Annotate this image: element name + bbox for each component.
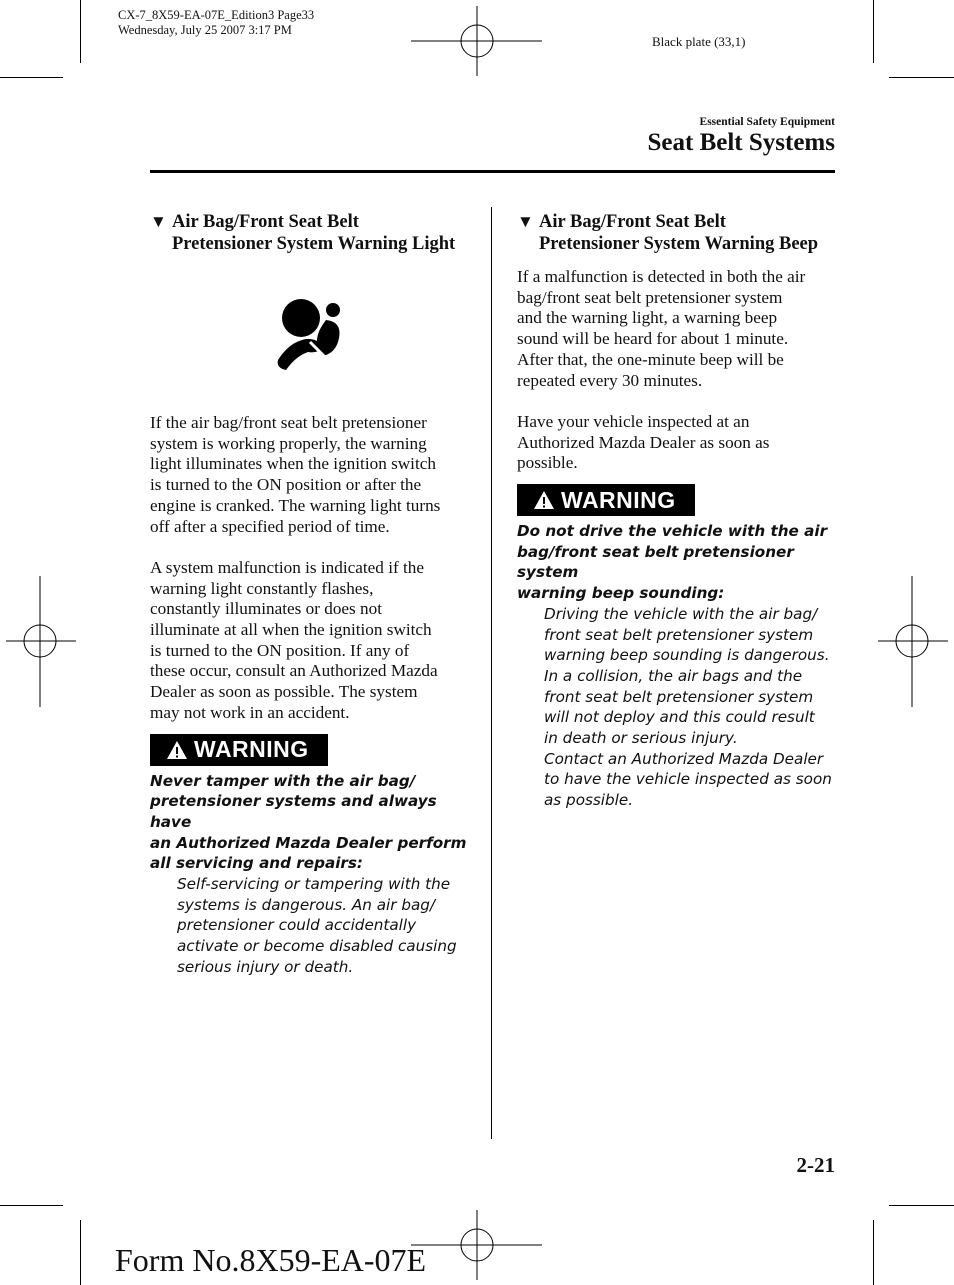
column-divider: [491, 207, 492, 1139]
left-paragraph-1: If the air bag/front seat belt pretensioner system is working properly, the warning light illuminates when the ignition switch is turned to the ON position or after the engine is cranked. The warning light turns off after a specified period of time.: [150, 413, 441, 536]
registration-mark-bottom: [411, 1210, 542, 1280]
page-number: 2-21: [796, 1153, 835, 1177]
left-warning-body: Self-servicing or tampering with the systems is dangerous. An air bag/ pretensioner could accidentally activate or become disabled causing serious injury or death.: [177, 875, 457, 976]
registration-mark-right: [878, 576, 948, 707]
heading-marker-icon: ▼: [517, 212, 534, 231]
warning-triangle-icon: [533, 490, 555, 510]
section-name: Essential Safety Equipment: [699, 116, 835, 128]
right-column: [517, 211, 837, 811]
registration-mark-left: [6, 576, 76, 707]
left-paragraph-2: A system malfunction is indicated if the warning light constantly flashes, constantly illuminates or does not illuminate at all when the ignition switch is turned to the ON position. If any of these occur, consult an Authorized Mazda Dealer as soon as possible. The system may not work in an accident.: [150, 557, 438, 722]
registration-mark-top: [411, 6, 542, 76]
date-line: Wednesday, July 25 2007 3:17 PM: [118, 23, 292, 37]
title-rule: [150, 170, 835, 173]
form-number: Form No.8X59-EA-07E: [115, 1242, 427, 1278]
left-heading: [150, 211, 470, 255]
right-warning-bold: Do not drive the vehicle with the air bag/front seat belt pretensioner system warning beep sounding:: [517, 522, 828, 603]
print-job-info: [118, 8, 314, 38]
left-warning-badge: [150, 734, 328, 766]
page-title: Seat Belt Systems: [647, 129, 835, 156]
airbag-warning-light-icon: [150, 298, 470, 375]
left-heading-text: Air Bag/Front Seat Belt Pretensioner System Warning Light: [172, 212, 456, 254]
left-warning-bold: Never tamper with the air bag/ pretensioner systems and always have an Authorized Mazda Dealer perform all servicing and repairs:: [150, 771, 467, 873]
left-column: [150, 211, 470, 978]
right-heading: [517, 211, 837, 255]
warning-triangle-icon: [166, 740, 188, 760]
right-warning-label: WARNING: [561, 486, 676, 513]
left-warning-label: WARNING: [194, 736, 309, 763]
right-heading-text: Air Bag/Front Seat Belt Pretensioner System Warning Beep: [539, 212, 819, 254]
plate-label: Black plate (33,1): [652, 34, 746, 49]
right-paragraph-1: If a malfunction is detected in both the air bag/front seat belt pretensioner system and the warning light, a warning beep sound will be heard for about 1 minute. After that, the one-minute beep will be repeated every 30 minutes.: [517, 267, 806, 390]
file-line: CX-7_8X59-EA-07E_Edition3 Page33: [118, 8, 315, 22]
heading-marker-icon: ▼: [150, 212, 167, 231]
right-warning-body: Driving the vehicle with the air bag/ front seat belt pretensioner system warning beep sounding is dangerous. In a collision, the air bags and the front seat belt pretensioner system will not deploy and this could result in death or serious injury. Contact an Authorized Mazda Dealer to have the vehicle inspected as soon as possible.: [544, 604, 832, 810]
right-warning-badge: [517, 484, 695, 516]
right-paragraph-2: Have your vehicle inspected at an Authorized Mazda Dealer as soon as possible.: [517, 411, 770, 473]
